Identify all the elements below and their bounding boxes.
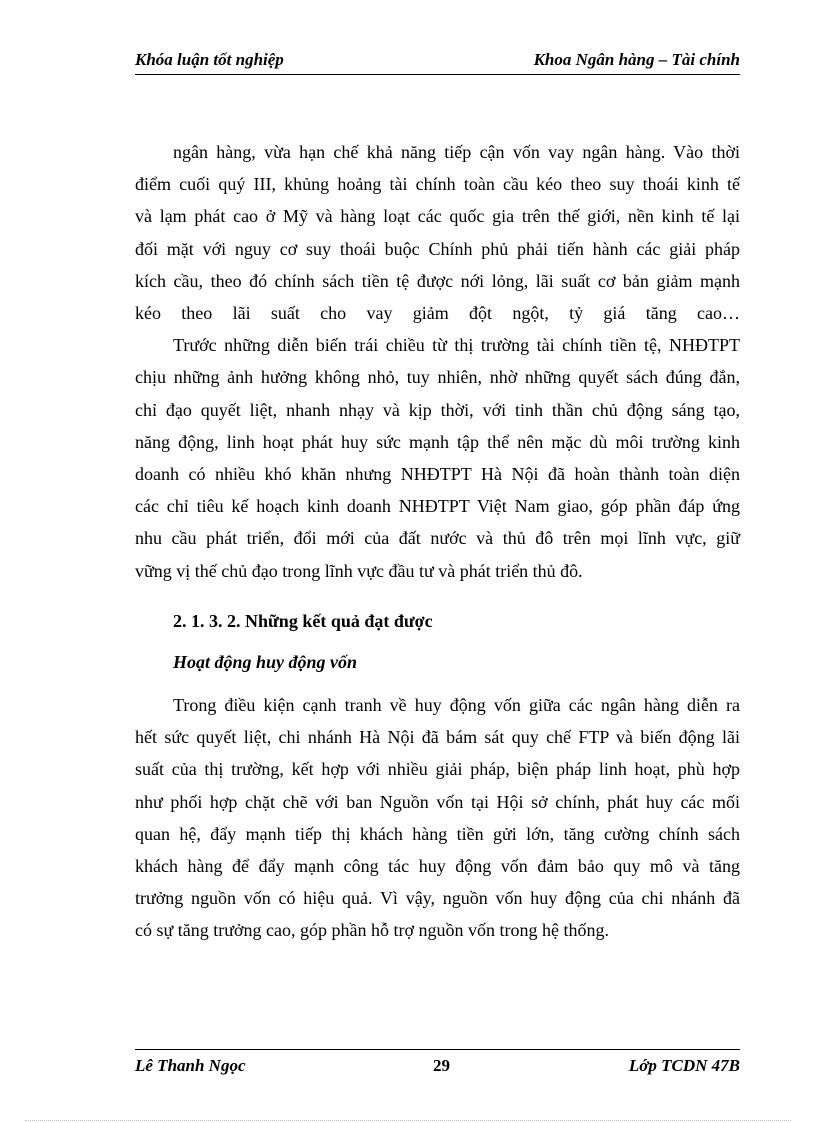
page-header	[135, 48, 740, 75]
paragraph-line: quan hệ, đẩy mạnh tiếp thị khách hàng tiền gửi lớn, tăng cường chính sách	[135, 823, 740, 844]
paragraph-line: ngân hàng, vừa hạn chế khả năng tiếp cận vốn vay ngân hàng. Vào thời	[173, 142, 740, 162]
paragraph-line: các chỉ tiêu kế hoạch kinh doanh NHĐTPT Việt Nam giao, góp phần đáp ứng	[135, 496, 740, 517]
page-footer	[135, 1049, 740, 1080]
paragraph-line: trưởng nguồn vốn có hiệu quả. Vì vậy, nguồn vốn huy động của chi nhánh đã	[135, 888, 740, 909]
paragraph-line: và lạm phát cao ở Mỹ và hàng loạt các quốc gia trên thế giới, nền kinh tế lại	[135, 206, 740, 227]
paragraph-line: suất của thị trường, kết hợp với nhiều giải pháp, biện pháp linh hoạt, phù hợp	[135, 759, 740, 780]
paragraph-line: chỉ đạo quyết liệt, nhanh nhạy và kịp thời, với tinh thần chủ động sáng tạo,	[135, 399, 740, 420]
paragraph-line: đối mặt với nguy cơ suy thoái buộc Chính phủ phải tiến hành các giải pháp	[135, 238, 740, 259]
footer-class: Lớp TCDN 47B	[628, 1056, 740, 1075]
paragraph-line: chịu những ảnh hưởng không nhỏ, tuy nhiên, nhờ những quyết sách đúng đắn,	[135, 367, 740, 388]
section-heading: 2. 1. 3. 2. Những kết quả đạt được	[173, 611, 433, 631]
paragraph-line: năng động, linh hoạt phát huy sức mạnh tập thể nên mặc dù môi trường kinh	[135, 431, 740, 452]
paragraph-line: kéo theo lãi suất cho vay giảm đột ngột, tỷ giá tăng cao…	[135, 303, 740, 324]
paragraph-line: kích cầu, theo đó chính sách tiền tệ được nới lỏng, lãi suất cơ bản giảm mạnh	[135, 270, 740, 291]
page-body-lower	[135, 689, 740, 947]
paragraph-line: điểm cuối quý III, khủng hoảng tài chính toàn cầu kéo theo suy thoái kinh tế	[135, 174, 740, 195]
paragraph-3	[135, 689, 740, 947]
paragraph-line: nhu cầu phát triển, đổi mới của đất nước và thủ đô trên mọi lĩnh vực, giữ	[135, 528, 740, 549]
paragraph-line: Trước những diễn biến trái chiều từ thị trường tài chính tiền tệ, NHĐTPT	[173, 335, 740, 356]
paragraph-line: vững vị thế chủ đạo trong lĩnh vực đầu tư và phát triển thủ đô.	[135, 560, 583, 581]
paragraph-line: hết sức quyết liệt, chi nhánh Hà Nội đã bám sát quy chế FTP và biến động lãi	[135, 727, 740, 748]
paragraph-line: khách hàng để đẩy mạnh công tác huy động vốn đảm bảo quy mô và tăng	[135, 856, 740, 877]
bottom-dotted-border	[25, 1120, 791, 1121]
page-number: 29	[433, 1056, 450, 1075]
paragraph-line: có sự tăng trưởng cao, góp phần hỗ trợ nguồn vốn trong hệ thống.	[135, 920, 609, 941]
header-thesis-title: Khóa luận tốt nghiệp	[135, 50, 284, 69]
paragraph-line: Trong điều kiện cạnh tranh về huy động vốn giữa các ngân hàng diễn ra	[173, 695, 740, 715]
paragraph-line: như phối hợp chặt chẽ với ban Nguồn vốn tại Hội sở chính, phát huy các mối	[135, 791, 740, 812]
paragraph-1	[135, 136, 740, 329]
paragraph-2	[135, 329, 740, 587]
section-subheading: Hoạt động huy động vốn	[173, 652, 358, 672]
footer-author: Lê Thanh Ngọc	[135, 1056, 246, 1075]
header-faculty: Khoa Ngân hàng – Tài chính	[533, 50, 740, 69]
page-body	[135, 136, 740, 587]
paragraph-line: doanh có nhiều khó khăn nhưng NHĐTPT Hà Nội đã hoàn thành toàn diện	[135, 464, 740, 485]
